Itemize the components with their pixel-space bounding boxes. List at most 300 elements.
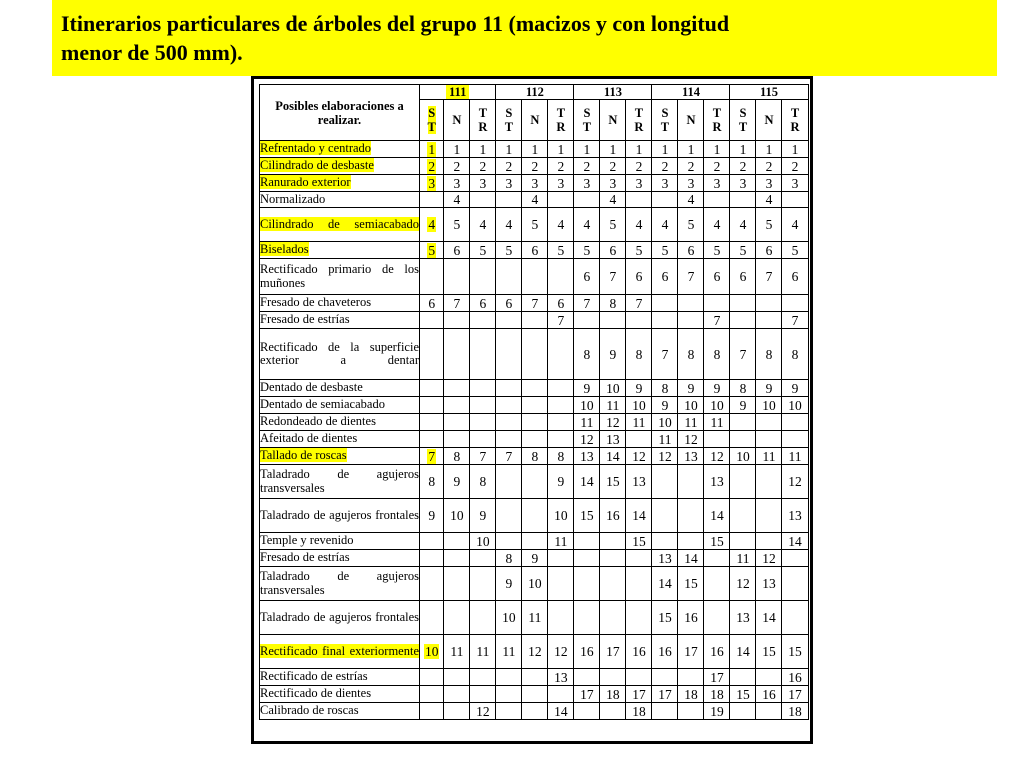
sequence-cell (496, 397, 522, 414)
sequence-number: 1 (739, 141, 747, 157)
sequence-cell (704, 312, 730, 329)
sequence-number: 4 (453, 192, 461, 207)
sequence-cell (782, 312, 808, 329)
sequence-cell (574, 703, 600, 720)
sequence-cell (756, 208, 782, 242)
sequence-cell (678, 601, 704, 635)
sequence-cell (756, 380, 782, 397)
sequence-cell (756, 242, 782, 259)
subcolumn-label: N (686, 113, 696, 127)
sequence-number: 2 (739, 158, 747, 174)
operation-label-text: Dentado de semiacabado (260, 397, 385, 412)
sequence-cell (730, 635, 756, 669)
subcolumn-header-112-1 (496, 100, 522, 141)
table-row (260, 312, 809, 329)
sequence-cell (756, 414, 782, 431)
sequence-number: 16 (684, 610, 698, 625)
subcolumn-header-115-1 (730, 100, 756, 141)
sequence-cell (444, 312, 470, 329)
sequence-cell (600, 703, 626, 720)
sequence-number: 9 (713, 380, 721, 396)
subcolumn-label: T R (556, 106, 566, 134)
sequence-cell (704, 380, 730, 397)
sequence-cell (626, 703, 652, 720)
sequence-cell (444, 158, 470, 175)
sequence-number: 8 (505, 550, 513, 566)
table-row (260, 635, 809, 669)
sequence-cell (470, 686, 496, 703)
operation-label-text: Rectificado de dientes (260, 686, 372, 701)
sequence-cell (548, 635, 574, 669)
sequence-cell (548, 312, 574, 329)
sequence-cell (704, 295, 730, 312)
sequence-cell (574, 465, 600, 499)
sequence-cell (496, 380, 522, 397)
sequence-number: 1 (479, 141, 487, 157)
sequence-cell (652, 329, 678, 380)
sequence-number: 11 (528, 610, 542, 625)
sequence-cell (470, 465, 496, 499)
sequence-number: 8 (765, 346, 773, 362)
sequence-number: 7 (791, 312, 799, 328)
sequence-cell (420, 329, 444, 380)
sequence-number: 6 (609, 242, 617, 258)
sequence-cell (626, 414, 652, 431)
sequence-number: 3 (505, 175, 513, 191)
sequence-cell (626, 499, 652, 533)
sequence-cell (730, 465, 756, 499)
sequence-number: 1 (428, 141, 436, 157)
sequence-number: 13 (632, 474, 646, 489)
sequence-number: 6 (791, 269, 799, 284)
sequence-cell (522, 242, 548, 259)
sequence-cell (730, 175, 756, 192)
sequence-number: 2 (661, 158, 669, 174)
operation-label-text: Rectificado primario de los muñones (260, 262, 419, 290)
sequence-cell (756, 329, 782, 380)
subcolumn-header-112-2 (522, 100, 548, 141)
sequence-cell (600, 175, 626, 192)
sequence-cell (782, 567, 808, 601)
sequence-cell (678, 567, 704, 601)
sequence-cell (782, 686, 808, 703)
sequence-number: 12 (736, 576, 750, 591)
sequence-cell (782, 242, 808, 259)
sequence-number: 5 (531, 217, 539, 232)
sequence-number: 6 (765, 242, 773, 258)
sequence-number: 15 (632, 533, 646, 549)
sequence-number: 4 (428, 217, 436, 232)
sequence-cell (496, 242, 522, 259)
sequence-cell (496, 533, 522, 550)
operation-label (260, 208, 420, 242)
sequence-cell (626, 431, 652, 448)
sequence-number: 17 (606, 644, 620, 659)
sequence-number: 13 (788, 508, 802, 523)
sequence-cell (678, 431, 704, 448)
sequence-number: 6 (739, 269, 747, 284)
sequence-number: 12 (476, 703, 490, 719)
sequence-cell (730, 329, 756, 380)
sequence-cell (600, 259, 626, 295)
sequence-cell (444, 329, 470, 380)
sequence-cell (574, 414, 600, 431)
slide-title-line-2: menor de 500 mm). (61, 40, 243, 65)
sequence-cell (470, 259, 496, 295)
sequence-number: 5 (791, 242, 799, 258)
sequence-number: 9 (791, 380, 799, 396)
sequence-cell (420, 448, 444, 465)
sequence-cell (782, 175, 808, 192)
sequence-number: 1 (687, 141, 695, 157)
sequence-cell (522, 635, 548, 669)
sequence-cell (756, 465, 782, 499)
sequence-cell (470, 703, 496, 720)
sequence-number: 13 (554, 669, 568, 685)
sequence-number: 3 (609, 175, 617, 191)
sequence-cell (496, 312, 522, 329)
sequence-cell (704, 550, 730, 567)
sequence-number: 10 (736, 448, 750, 464)
sequence-cell (626, 329, 652, 380)
sequence-cell (600, 329, 626, 380)
sequence-number: 5 (635, 242, 643, 258)
sequence-cell (420, 312, 444, 329)
operation-label-text: Dentado de desbaste (260, 380, 363, 395)
sequence-cell (652, 295, 678, 312)
sequence-cell (496, 686, 522, 703)
subcolumn-label: T R (790, 106, 800, 134)
sequence-cell (704, 158, 730, 175)
sequence-number: 5 (609, 217, 617, 232)
operation-label (260, 414, 420, 431)
sequence-cell (782, 380, 808, 397)
sequence-cell (420, 192, 444, 208)
sequence-cell (782, 703, 808, 720)
sequence-number: 10 (580, 397, 594, 413)
sequence-number: 16 (632, 644, 646, 659)
sequence-number: 1 (635, 141, 643, 157)
sequence-cell (678, 242, 704, 259)
sequence-cell (756, 259, 782, 295)
sequence-cell (782, 669, 808, 686)
sequence-cell (756, 703, 782, 720)
sequence-cell (730, 158, 756, 175)
sequence-cell (548, 295, 574, 312)
table-row (260, 601, 809, 635)
sequence-cell (548, 397, 574, 414)
sequence-cell (574, 208, 600, 242)
sequence-cell (704, 601, 730, 635)
sequence-number: 11 (658, 431, 672, 447)
table-row (260, 567, 809, 601)
sequence-cell (522, 601, 548, 635)
sequence-cell (496, 567, 522, 601)
sequence-number: 18 (684, 686, 698, 702)
table-row (260, 141, 809, 158)
sequence-cell (548, 192, 574, 208)
sequence-cell (522, 192, 548, 208)
sequence-number: 14 (710, 508, 724, 523)
operation-label-text: Fresado de estrías (260, 550, 350, 565)
operation-label (260, 550, 420, 567)
sequence-cell (730, 312, 756, 329)
sequence-cell (574, 448, 600, 465)
sequence-number: 13 (658, 550, 672, 566)
operation-label-text: Biselados (260, 242, 309, 257)
sequence-cell (444, 397, 470, 414)
sequence-cell (522, 158, 548, 175)
sequence-cell (470, 533, 496, 550)
sequence-number: 8 (791, 346, 799, 362)
sequence-cell (600, 499, 626, 533)
sequence-cell (626, 380, 652, 397)
sequence-cell (704, 567, 730, 601)
sequence-cell (652, 380, 678, 397)
sequence-cell (444, 703, 470, 720)
sequence-number: 3 (557, 175, 565, 191)
sequence-cell (756, 635, 782, 669)
table-row (260, 158, 809, 175)
sequence-cell (496, 175, 522, 192)
sequence-cell (496, 550, 522, 567)
sequence-cell (470, 175, 496, 192)
sequence-cell (470, 669, 496, 686)
operation-label (260, 533, 420, 550)
sequence-number: 3 (583, 175, 591, 191)
sequence-cell (470, 601, 496, 635)
sequence-cell (522, 175, 548, 192)
sequence-cell (444, 242, 470, 259)
table-row (260, 242, 809, 259)
itinerary-table-frame (251, 76, 813, 744)
sequence-cell (600, 295, 626, 312)
sequence-number: 6 (713, 269, 721, 284)
sequence-cell (756, 192, 782, 208)
sequence-cell (444, 499, 470, 533)
sequence-number: 14 (736, 644, 750, 659)
table-row (260, 703, 809, 720)
subcolumn-label: S T (660, 106, 670, 134)
sequence-cell (678, 499, 704, 533)
sequence-number: 3 (479, 175, 487, 191)
sequence-cell (522, 295, 548, 312)
sequence-cell (496, 601, 522, 635)
sequence-number: 7 (453, 295, 461, 311)
sequence-cell (548, 208, 574, 242)
sequence-number: 3 (428, 175, 436, 191)
sequence-cell (730, 141, 756, 158)
sequence-number: 15 (736, 686, 750, 702)
sequence-cell (652, 669, 678, 686)
sequence-number: 2 (765, 158, 773, 174)
sequence-number: 9 (531, 550, 539, 566)
sequence-number: 7 (687, 269, 695, 284)
sequence-number: 19 (710, 703, 724, 719)
sequence-cell (574, 601, 600, 635)
sequence-cell (522, 312, 548, 329)
operation-label-text: Rectificado final exteriormente (260, 643, 419, 658)
subcolumn-header-113-2 (600, 100, 626, 141)
subcolumn-header-113-3 (626, 100, 652, 141)
sequence-number: 13 (580, 448, 594, 464)
sequence-number: 11 (502, 644, 516, 659)
sequence-number: 2 (791, 158, 799, 174)
sequence-cell (470, 242, 496, 259)
sequence-number: 12 (762, 550, 776, 566)
sequence-number: 6 (687, 242, 695, 258)
table-row (260, 448, 809, 465)
sequence-cell (678, 295, 704, 312)
sequence-number: 1 (531, 141, 539, 157)
sequence-number: 17 (684, 644, 698, 659)
sequence-cell (730, 380, 756, 397)
sequence-number: 11 (684, 414, 698, 430)
table-body (260, 141, 809, 720)
sequence-cell (496, 414, 522, 431)
group-header-111: 111 (420, 85, 496, 100)
sequence-cell (782, 601, 808, 635)
sequence-cell (420, 397, 444, 414)
sequence-number: 17 (658, 686, 672, 702)
subcolumn-label: N (452, 113, 462, 127)
sequence-number: 4 (739, 217, 747, 232)
sequence-cell (420, 414, 444, 431)
sequence-number: 6 (661, 269, 669, 284)
operation-label-text: Cilindrado de semiacabado (260, 216, 419, 231)
sequence-number: 7 (531, 295, 539, 311)
operation-label (260, 499, 420, 533)
group-header-114: 114 (652, 85, 730, 100)
sequence-number: 8 (739, 380, 747, 396)
sequence-cell (548, 242, 574, 259)
sequence-cell (678, 312, 704, 329)
sequence-cell (444, 635, 470, 669)
sequence-cell (470, 414, 496, 431)
sequence-cell (522, 669, 548, 686)
sequence-cell (420, 141, 444, 158)
group-header-115: 115 (730, 85, 808, 100)
sequence-number: 1 (583, 141, 591, 157)
sequence-cell (626, 192, 652, 208)
table-row (260, 499, 809, 533)
operation-label (260, 448, 420, 465)
sequence-cell (548, 431, 574, 448)
sequence-cell (678, 533, 704, 550)
sequence-cell (652, 192, 678, 208)
sequence-cell (574, 175, 600, 192)
sequence-cell (704, 175, 730, 192)
sequence-cell (420, 533, 444, 550)
sequence-number: 3 (661, 175, 669, 191)
sequence-cell (626, 242, 652, 259)
sequence-cell (782, 431, 808, 448)
sequence-number: 1 (713, 141, 721, 157)
sequence-number: 13 (606, 431, 620, 447)
sequence-cell (420, 158, 444, 175)
sequence-cell (678, 208, 704, 242)
sequence-number: 4 (765, 192, 773, 207)
sequence-cell (496, 329, 522, 380)
operation-label (260, 703, 420, 720)
sequence-cell (600, 669, 626, 686)
sequence-cell (626, 208, 652, 242)
table-row (260, 533, 809, 550)
sequence-cell (626, 312, 652, 329)
sequence-number: 2 (531, 158, 539, 174)
sequence-number: 6 (428, 295, 436, 311)
operation-label (260, 669, 420, 686)
table-header (260, 85, 809, 141)
subcolumn-header-111-1 (420, 100, 444, 141)
sequence-cell (522, 567, 548, 601)
sequence-cell (730, 431, 756, 448)
sequence-number: 4 (557, 217, 565, 232)
sequence-number: 1 (765, 141, 773, 157)
sequence-cell (420, 242, 444, 259)
sequence-number: 10 (762, 397, 776, 413)
sequence-cell (626, 567, 652, 601)
sequence-number: 4 (687, 192, 695, 207)
sequence-cell (704, 242, 730, 259)
sequence-cell (600, 448, 626, 465)
sequence-number: 5 (428, 242, 436, 258)
sequence-cell (704, 465, 730, 499)
sequence-number: 11 (476, 644, 490, 659)
sequence-number: 2 (479, 158, 487, 174)
subcolumn-header-114-1 (652, 100, 678, 141)
sequence-cell (548, 669, 574, 686)
sequence-cell (444, 601, 470, 635)
sequence-cell (704, 192, 730, 208)
operation-label (260, 465, 420, 499)
sequence-cell (420, 259, 444, 295)
slide-title (52, 0, 997, 76)
operation-label-text: Temple y revenido (260, 533, 354, 548)
sequence-number: 4 (479, 217, 487, 232)
itinerary-table (259, 84, 809, 720)
sequence-number: 5 (557, 242, 565, 258)
corner-header: Posibles elaboraciones a realizar. (260, 85, 420, 141)
sequence-cell (652, 703, 678, 720)
sequence-number: 9 (739, 397, 747, 413)
sequence-number: 5 (453, 217, 461, 232)
sequence-cell (652, 158, 678, 175)
sequence-number: 3 (739, 175, 747, 191)
sequence-cell (782, 141, 808, 158)
table-row (260, 380, 809, 397)
sequence-number: 7 (557, 312, 565, 328)
sequence-cell (470, 431, 496, 448)
sequence-number: 11 (606, 397, 620, 413)
sequence-number: 7 (739, 346, 747, 362)
sequence-cell (730, 242, 756, 259)
sequence-cell (730, 567, 756, 601)
sequence-cell (522, 550, 548, 567)
sequence-cell (782, 533, 808, 550)
sequence-cell (444, 175, 470, 192)
operation-label (260, 312, 420, 329)
subcolumn-header-114-2 (678, 100, 704, 141)
sequence-cell (782, 414, 808, 431)
sequence-number: 5 (583, 242, 591, 258)
operation-label-text: Taladrado de agujeros frontales (260, 507, 419, 522)
sequence-cell (652, 312, 678, 329)
sequence-number: 9 (687, 380, 695, 396)
sequence-number: 6 (531, 242, 539, 258)
sequence-cell (678, 635, 704, 669)
sequence-number: 10 (710, 397, 724, 413)
